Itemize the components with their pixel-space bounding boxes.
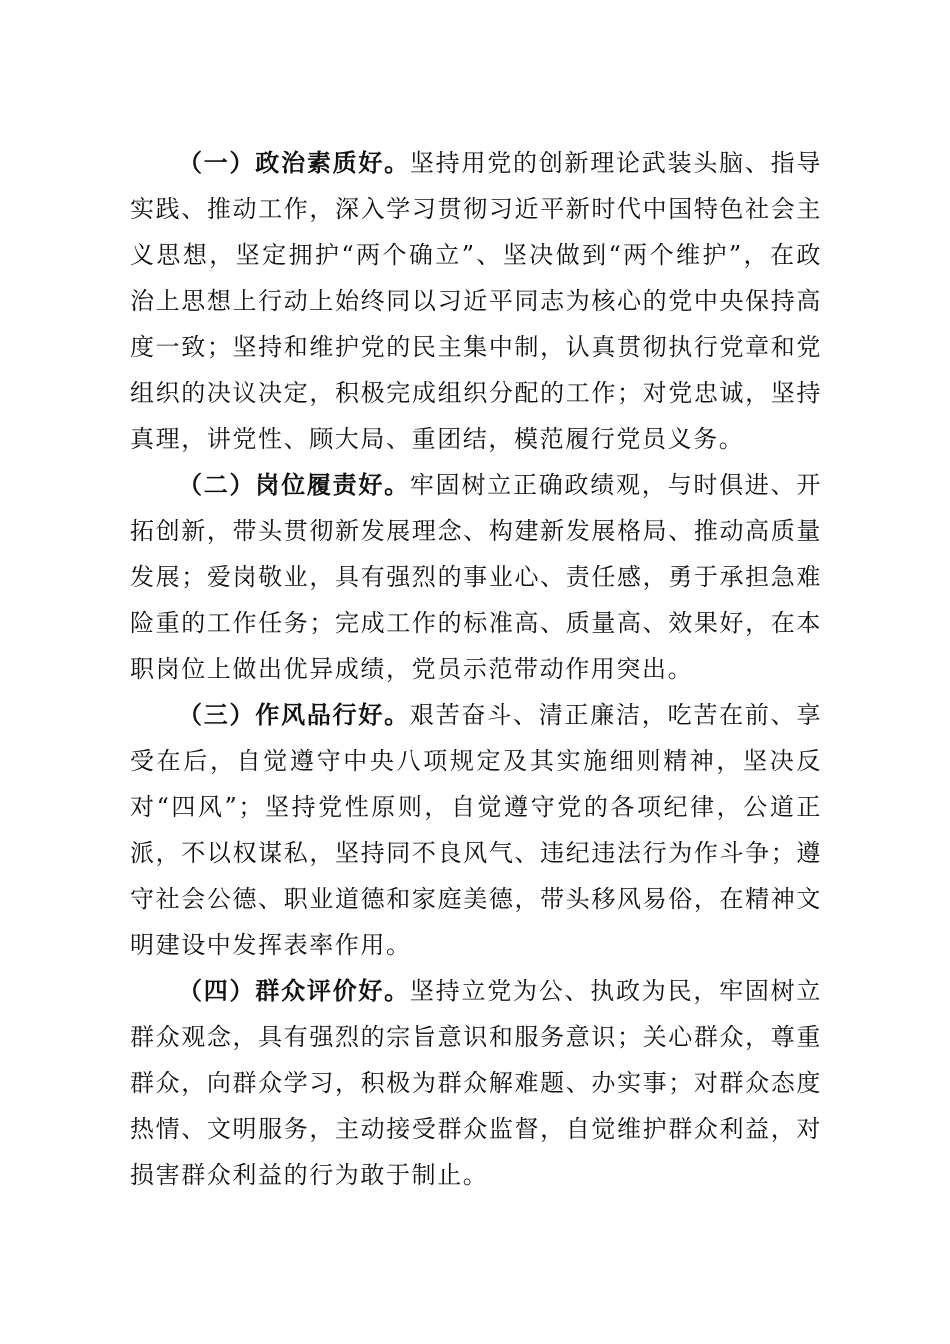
document-body (130, 140, 822, 1198)
paragraph-heading: （一）政治素质好。 (178, 148, 410, 177)
paragraph-text: 牢固树立正确政绩观，与时俱进、开拓创新，带头贯彻新发展理念、构建新发展格局、推动高质量发展；爱岗敬业，具有强烈的事业心、责任感，勇于承担急难险重的工作任务；完成工作的标准高、质量高、效果好，在本职岗位上做出优异成绩，党员示范带动作用突出。 (130, 471, 822, 683)
paragraph-conduct (130, 692, 822, 968)
paragraph-job-performance (130, 462, 822, 692)
paragraph-heading: （四）群众评价好。 (178, 976, 410, 1005)
paragraph-text: 坚持用党的创新理论武装头脑、指导实践、推动工作，深入学习贯彻习近平新时代中国特色社会主义思想，坚定拥护“两个确立”、坚决做到“两个维护”，在政治上思想上行动上始终同以习近平同志为核心的党中央保持高度一致；坚持和维护党的民主集中制，认真贯彻执行党章和党组织的决议决定，积极完成组织分配的工作；对党忠诚，坚持真理，讲党性、顾大局、重团结，模范履行党员义务。 (130, 149, 822, 453)
paragraph-political-quality (130, 140, 822, 462)
paragraph-text: 坚持立党为公、执政为民，牢固树立群众观念，具有强烈的宗旨意识和服务意识；关心群众，尊重群众，向群众学习，积极为群众解难题、办实事；对群众态度热情、文明服务，主动接受群众监督，自觉维护群众利益，对损害群众利益的行为敢于制止。 (130, 977, 822, 1189)
paragraph-text: 艰苦奋斗、清正廉洁，吃苦在前、享受在后，自觉遵守中央八项规定及其实施细则精神，坚决反对“四风”；坚持党性原则，自觉遵守党的各项纪律，公道正派，不以权谋私，坚持同不良风气、违纪违法行为作斗争；遵守社会公德、职业道德和家庭美德，带头移风易俗，在精神文明建设中发挥表率作用。 (130, 701, 822, 959)
paragraph-heading: （二）岗位履责好。 (178, 470, 410, 499)
paragraph-heading: （三）作风品行好。 (178, 700, 410, 729)
paragraph-public-evaluation (130, 968, 822, 1198)
